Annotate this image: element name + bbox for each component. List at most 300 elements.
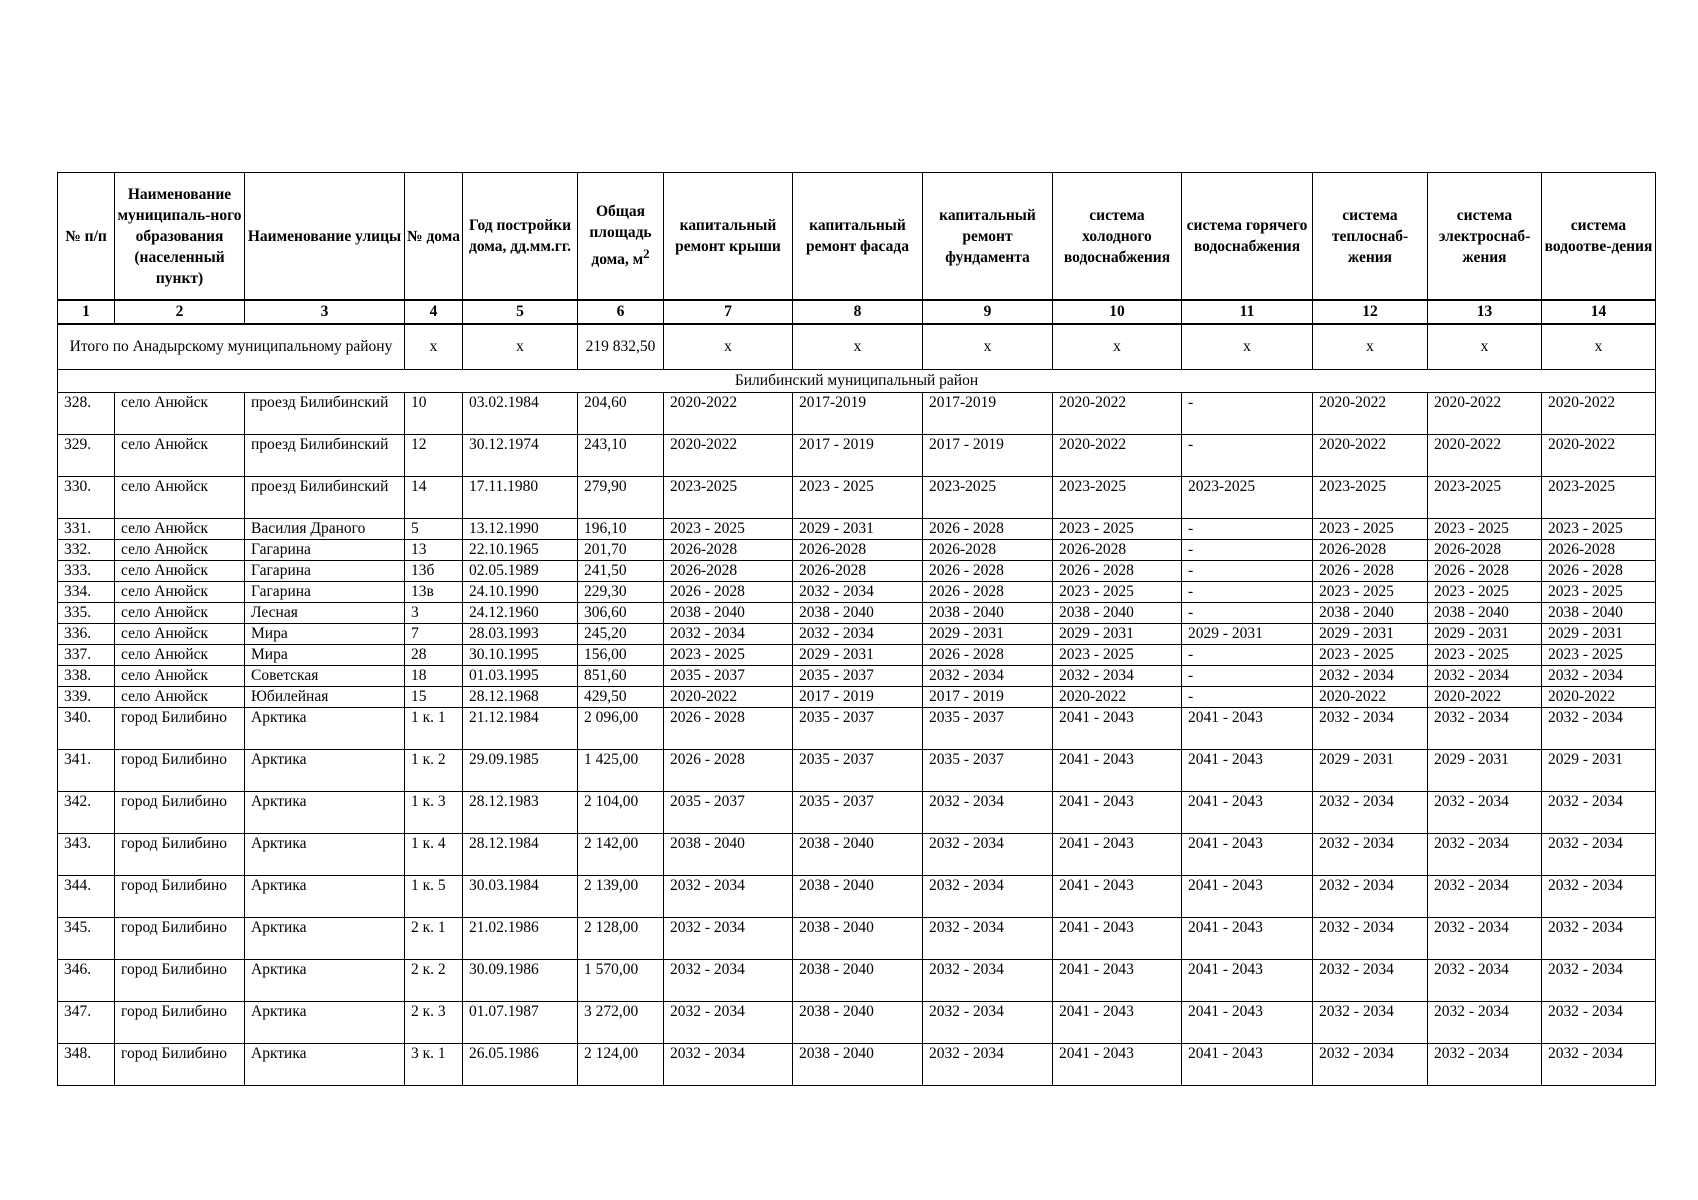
- cell-house-number: 7: [405, 624, 463, 645]
- cell-electricity: 2020-2022: [1428, 393, 1542, 435]
- cell-foundation-repair: 2026 - 2028: [923, 519, 1053, 540]
- cell-roof-repair: 2020-2022: [664, 393, 793, 435]
- cell-total-area: 429,50: [578, 687, 664, 708]
- cell-municipality: город Билибино: [115, 834, 245, 876]
- cell-foundation-repair: 2032 - 2034: [923, 666, 1053, 687]
- column-number-cell: 14: [1542, 300, 1656, 324]
- cell-build-year: 01.03.1995: [463, 666, 578, 687]
- cell-hot-water: -: [1182, 666, 1313, 687]
- cell-total-area: 279,90: [578, 477, 664, 519]
- cell-foundation-repair: 2035 - 2037: [923, 750, 1053, 792]
- cell-roof-repair: 2035 - 2037: [664, 792, 793, 834]
- cell-row-number: 335.: [58, 603, 115, 624]
- cell-roof-repair: 2035 - 2037: [664, 666, 793, 687]
- cell-municipality: село Анюйск: [115, 477, 245, 519]
- cell-municipality: село Анюйск: [115, 624, 245, 645]
- cell-sewerage: 2023-2025: [1542, 477, 1656, 519]
- cell-street: Арктика: [245, 792, 405, 834]
- cell-heating: 2032 - 2034: [1313, 1002, 1428, 1044]
- cell-cold-water: 2032 - 2034: [1053, 666, 1182, 687]
- total-cell: х: [1182, 324, 1313, 370]
- cell-sewerage: 2032 - 2034: [1542, 708, 1656, 750]
- cell-roof-repair: 2032 - 2034: [664, 1002, 793, 1044]
- total-cell: х: [1053, 324, 1182, 370]
- cell-facade-repair: 2038 - 2040: [793, 960, 923, 1002]
- cell-street: Лесная: [245, 603, 405, 624]
- cell-sewerage: 2023 - 2025: [1542, 519, 1656, 540]
- cell-electricity: 2029 - 2031: [1428, 750, 1542, 792]
- cell-municipality: село Анюйск: [115, 645, 245, 666]
- cell-total-area: 204,60: [578, 393, 664, 435]
- cell-municipality: село Анюйск: [115, 519, 245, 540]
- cell-row-number: 332.: [58, 540, 115, 561]
- cell-street: проезд Билибинский: [245, 393, 405, 435]
- cell-build-year: 26.05.1986: [463, 1044, 578, 1086]
- cell-sewerage: 2038 - 2040: [1542, 603, 1656, 624]
- cell-cold-water: 2041 - 2043: [1053, 750, 1182, 792]
- column-number-cell: 3: [245, 300, 405, 324]
- header-cell-foundation-repair: капитальный ремонт фундамента: [923, 173, 1053, 301]
- cell-foundation-repair: 2023-2025: [923, 477, 1053, 519]
- column-number-cell: 5: [463, 300, 578, 324]
- cell-heating: 2023 - 2025: [1313, 519, 1428, 540]
- total-cell: х: [405, 324, 463, 370]
- cell-house-number: 13в: [405, 582, 463, 603]
- cell-electricity: 2020-2022: [1428, 435, 1542, 477]
- cell-house-number: 15: [405, 687, 463, 708]
- cell-street: Василия Драного: [245, 519, 405, 540]
- cell-roof-repair: 2023 - 2025: [664, 645, 793, 666]
- cell-foundation-repair: 2032 - 2034: [923, 876, 1053, 918]
- cell-cold-water: 2041 - 2043: [1053, 708, 1182, 750]
- cell-cold-water: 2041 - 2043: [1053, 876, 1182, 918]
- cell-build-year: 30.03.1984: [463, 876, 578, 918]
- cell-foundation-repair: 2026 - 2028: [923, 561, 1053, 582]
- total-row: [58, 324, 1656, 370]
- cell-row-number: 336.: [58, 624, 115, 645]
- cell-street: Арктика: [245, 750, 405, 792]
- cell-foundation-repair: 2032 - 2034: [923, 1002, 1053, 1044]
- cell-heating: 2023-2025: [1313, 477, 1428, 519]
- cell-cold-water: 2020-2022: [1053, 393, 1182, 435]
- cell-build-year: 22.10.1965: [463, 540, 578, 561]
- cell-sewerage: 2032 - 2034: [1542, 960, 1656, 1002]
- table-row: [58, 582, 1656, 603]
- cell-cold-water: 2020-2022: [1053, 435, 1182, 477]
- cell-facade-repair: 2017-2019: [793, 393, 923, 435]
- table-row: [58, 792, 1656, 834]
- cell-street: Гагарина: [245, 582, 405, 603]
- cell-municipality: город Билибино: [115, 1002, 245, 1044]
- cell-street: Арктика: [245, 918, 405, 960]
- cell-sewerage: 2032 - 2034: [1542, 1002, 1656, 1044]
- cell-row-number: 330.: [58, 477, 115, 519]
- cell-build-year: 24.10.1990: [463, 582, 578, 603]
- cell-row-number: 328.: [58, 393, 115, 435]
- cell-foundation-repair: 2032 - 2034: [923, 834, 1053, 876]
- cell-sewerage: 2032 - 2034: [1542, 918, 1656, 960]
- header-cell-sewerage: система водоотве-дения: [1542, 173, 1656, 301]
- column-number-cell: 8: [793, 300, 923, 324]
- cell-electricity: 2032 - 2034: [1428, 918, 1542, 960]
- cell-foundation-repair: 2032 - 2034: [923, 792, 1053, 834]
- cell-roof-repair: 2026 - 2028: [664, 582, 793, 603]
- header-row: [58, 173, 1656, 301]
- cell-street: Юбилейная: [245, 687, 405, 708]
- cell-build-year: 28.12.1968: [463, 687, 578, 708]
- table-row: [58, 666, 1656, 687]
- cell-sewerage: 2020-2022: [1542, 687, 1656, 708]
- cell-roof-repair: 2026 - 2028: [664, 750, 793, 792]
- cell-roof-repair: 2032 - 2034: [664, 624, 793, 645]
- cell-facade-repair: 2023 - 2025: [793, 477, 923, 519]
- cell-hot-water: 2041 - 2043: [1182, 708, 1313, 750]
- cell-electricity: 2032 - 2034: [1428, 834, 1542, 876]
- cell-facade-repair: 2035 - 2037: [793, 750, 923, 792]
- total-label: Итого по Анадырскому муниципальному району: [58, 324, 405, 370]
- cell-municipality: село Анюйск: [115, 603, 245, 624]
- table-row: [58, 435, 1656, 477]
- cell-electricity: 2038 - 2040: [1428, 603, 1542, 624]
- cell-street: Советская: [245, 666, 405, 687]
- cell-municipality: город Билибино: [115, 918, 245, 960]
- table-row: [58, 624, 1656, 645]
- cell-cold-water: 2041 - 2043: [1053, 918, 1182, 960]
- cell-facade-repair: 2038 - 2040: [793, 603, 923, 624]
- cell-municipality: село Анюйск: [115, 666, 245, 687]
- cell-roof-repair: 2026-2028: [664, 540, 793, 561]
- cell-sewerage: 2020-2022: [1542, 435, 1656, 477]
- cell-heating: 2032 - 2034: [1313, 876, 1428, 918]
- column-number-cell: 13: [1428, 300, 1542, 324]
- cell-total-area: 2 124,00: [578, 1044, 664, 1086]
- cell-cold-water: 2029 - 2031: [1053, 624, 1182, 645]
- column-number-row: [58, 300, 1656, 324]
- cell-facade-repair: 2038 - 2040: [793, 918, 923, 960]
- cell-row-number: 338.: [58, 666, 115, 687]
- cell-hot-water: 2041 - 2043: [1182, 876, 1313, 918]
- cell-cold-water: 2041 - 2043: [1053, 960, 1182, 1002]
- cell-cold-water: 2041 - 2043: [1053, 1002, 1182, 1044]
- cell-facade-repair: 2038 - 2040: [793, 1002, 923, 1044]
- header-cell-house-number: № дома: [405, 173, 463, 301]
- cell-hot-water: 2041 - 2043: [1182, 960, 1313, 1002]
- cell-facade-repair: 2026-2028: [793, 561, 923, 582]
- total-cell: х: [1542, 324, 1656, 370]
- cell-build-year: 02.05.1989: [463, 561, 578, 582]
- cell-roof-repair: 2038 - 2040: [664, 603, 793, 624]
- table-row: [58, 1044, 1656, 1086]
- cell-build-year: 30.09.1986: [463, 960, 578, 1002]
- cell-cold-water: 2041 - 2043: [1053, 1044, 1182, 1086]
- column-number-cell: 11: [1182, 300, 1313, 324]
- cell-cold-water: 2020-2022: [1053, 687, 1182, 708]
- cell-heating: 2032 - 2034: [1313, 792, 1428, 834]
- cell-total-area: 201,70: [578, 540, 664, 561]
- cell-heating: 2023 - 2025: [1313, 645, 1428, 666]
- cell-heating: 2020-2022: [1313, 435, 1428, 477]
- cell-street: Арктика: [245, 1044, 405, 1086]
- cell-municipality: город Билибино: [115, 1044, 245, 1086]
- table-row: [58, 687, 1656, 708]
- cell-foundation-repair: 2032 - 2034: [923, 918, 1053, 960]
- cell-total-area: 2 128,00: [578, 918, 664, 960]
- cell-house-number: 1 к. 5: [405, 876, 463, 918]
- cell-hot-water: -: [1182, 435, 1313, 477]
- cell-foundation-repair: 2035 - 2037: [923, 708, 1053, 750]
- cell-sewerage: 2026 - 2028: [1542, 561, 1656, 582]
- cell-sewerage: 2020-2022: [1542, 393, 1656, 435]
- cell-municipality: село Анюйск: [115, 687, 245, 708]
- cell-build-year: 28.12.1984: [463, 834, 578, 876]
- cell-heating: 2038 - 2040: [1313, 603, 1428, 624]
- cell-row-number: 347.: [58, 1002, 115, 1044]
- cell-heating: 2032 - 2034: [1313, 708, 1428, 750]
- cell-foundation-repair: 2038 - 2040: [923, 603, 1053, 624]
- cell-sewerage: 2029 - 2031: [1542, 750, 1656, 792]
- cell-roof-repair: 2023-2025: [664, 477, 793, 519]
- cell-electricity: 2020-2022: [1428, 687, 1542, 708]
- cell-hot-water: -: [1182, 561, 1313, 582]
- cell-municipality: город Билибино: [115, 708, 245, 750]
- cell-sewerage: 2032 - 2034: [1542, 876, 1656, 918]
- cell-roof-repair: 2032 - 2034: [664, 876, 793, 918]
- column-number-cell: 12: [1313, 300, 1428, 324]
- cell-hot-water: -: [1182, 582, 1313, 603]
- cell-house-number: 13б: [405, 561, 463, 582]
- cell-total-area: 2 139,00: [578, 876, 664, 918]
- cell-house-number: 28: [405, 645, 463, 666]
- cell-house-number: 12: [405, 435, 463, 477]
- total-cell: х: [463, 324, 578, 370]
- cell-build-year: 21.02.1986: [463, 918, 578, 960]
- table-row: [58, 519, 1656, 540]
- cell-electricity: 2032 - 2034: [1428, 1044, 1542, 1086]
- cell-house-number: 18: [405, 666, 463, 687]
- cell-foundation-repair: 2017-2019: [923, 393, 1053, 435]
- header-cell-heating: система теплоснаб-жения: [1313, 173, 1428, 301]
- cell-total-area: 245,20: [578, 624, 664, 645]
- cell-street: Гагарина: [245, 540, 405, 561]
- cell-electricity: 2029 - 2031: [1428, 624, 1542, 645]
- column-number-cell: 7: [664, 300, 793, 324]
- cell-facade-repair: 2035 - 2037: [793, 792, 923, 834]
- cell-cold-water: 2041 - 2043: [1053, 792, 1182, 834]
- cell-heating: 2032 - 2034: [1313, 834, 1428, 876]
- cell-total-area: 2 104,00: [578, 792, 664, 834]
- cell-house-number: 13: [405, 540, 463, 561]
- cell-electricity: 2026-2028: [1428, 540, 1542, 561]
- section-row: [58, 370, 1656, 393]
- cell-row-number: 333.: [58, 561, 115, 582]
- cell-cold-water: 2023-2025: [1053, 477, 1182, 519]
- cell-build-year: 29.09.1985: [463, 750, 578, 792]
- header-cell-total-area: Общая площадь дома, $м^2$: [578, 173, 664, 301]
- cell-sewerage: 2026-2028: [1542, 540, 1656, 561]
- cell-total-area: 2 142,00: [578, 834, 664, 876]
- cell-facade-repair: 2035 - 2037: [793, 708, 923, 750]
- cell-street: Гагарина: [245, 561, 405, 582]
- cell-house-number: 10: [405, 393, 463, 435]
- table-row: [58, 477, 1656, 519]
- total-cell: х: [1313, 324, 1428, 370]
- cell-heating: 2032 - 2034: [1313, 1044, 1428, 1086]
- table-row: [58, 960, 1656, 1002]
- cell-hot-water: 2041 - 2043: [1182, 750, 1313, 792]
- cell-street: Арктика: [245, 876, 405, 918]
- total-cell: х: [1428, 324, 1542, 370]
- cell-municipality: город Билибино: [115, 960, 245, 1002]
- cell-row-number: 348.: [58, 1044, 115, 1086]
- cell-street: Арктика: [245, 708, 405, 750]
- cell-roof-repair: 2026 - 2028: [664, 708, 793, 750]
- cell-facade-repair: 2026-2028: [793, 540, 923, 561]
- cell-municipality: город Билибино: [115, 876, 245, 918]
- cell-total-area: 1 570,00: [578, 960, 664, 1002]
- cell-row-number: 331.: [58, 519, 115, 540]
- cell-hot-water: 2041 - 2043: [1182, 792, 1313, 834]
- cell-heating: 2023 - 2025: [1313, 582, 1428, 603]
- cell-hot-water: 2041 - 2043: [1182, 1044, 1313, 1086]
- cell-build-year: 28.12.1983: [463, 792, 578, 834]
- cell-street: Мира: [245, 645, 405, 666]
- cell-hot-water: -: [1182, 519, 1313, 540]
- section-title: Билибинский муниципальный район: [58, 370, 1656, 393]
- cell-facade-repair: 2032 - 2034: [793, 582, 923, 603]
- cell-hot-water: -: [1182, 687, 1313, 708]
- cell-electricity: 2023 - 2025: [1428, 519, 1542, 540]
- header-cell-facade-repair: капитальный ремонт фасада: [793, 173, 923, 301]
- table-row: [58, 393, 1656, 435]
- cell-cold-water: 2041 - 2043: [1053, 834, 1182, 876]
- cell-row-number: 339.: [58, 687, 115, 708]
- table-row: [58, 603, 1656, 624]
- cell-facade-repair: 2029 - 2031: [793, 645, 923, 666]
- cell-municipality: село Анюйск: [115, 561, 245, 582]
- cell-row-number: 329.: [58, 435, 115, 477]
- cell-house-number: 1 к. 1: [405, 708, 463, 750]
- cell-municipality: село Анюйск: [115, 582, 245, 603]
- cell-hot-water: 2029 - 2031: [1182, 624, 1313, 645]
- cell-foundation-repair: 2026 - 2028: [923, 645, 1053, 666]
- cell-sewerage: 2032 - 2034: [1542, 666, 1656, 687]
- cell-roof-repair: 2026-2028: [664, 561, 793, 582]
- cell-total-area: 241,50: [578, 561, 664, 582]
- cell-cold-water: 2038 - 2040: [1053, 603, 1182, 624]
- cell-house-number: 1 к. 4: [405, 834, 463, 876]
- cell-facade-repair: 2017 - 2019: [793, 435, 923, 477]
- header-cell-hot-water: система горячего водоснабжения: [1182, 173, 1313, 301]
- header-cell-electricity: система электроснаб-жения: [1428, 173, 1542, 301]
- cell-municipality: город Билибино: [115, 750, 245, 792]
- cell-cold-water: 2023 - 2025: [1053, 519, 1182, 540]
- cell-electricity: 2032 - 2034: [1428, 708, 1542, 750]
- cell-street: Арктика: [245, 1002, 405, 1044]
- table-row: [58, 876, 1656, 918]
- column-number-cell: 1: [58, 300, 115, 324]
- cell-house-number: 2 к. 1: [405, 918, 463, 960]
- cell-street: проезд Билибинский: [245, 477, 405, 519]
- cell-row-number: 343.: [58, 834, 115, 876]
- cell-heating: 2032 - 2034: [1313, 918, 1428, 960]
- cell-house-number: 2 к. 2: [405, 960, 463, 1002]
- cell-total-area: 1 425,00: [578, 750, 664, 792]
- cell-house-number: 1 к. 2: [405, 750, 463, 792]
- cell-street: Арктика: [245, 834, 405, 876]
- cell-cold-water: 2023 - 2025: [1053, 582, 1182, 603]
- cell-build-year: 17.11.1980: [463, 477, 578, 519]
- header-cell-number: № п/п: [58, 173, 115, 301]
- cell-roof-repair: 2023 - 2025: [664, 519, 793, 540]
- column-number-cell: 4: [405, 300, 463, 324]
- cell-heating: 2026 - 2028: [1313, 561, 1428, 582]
- cell-foundation-repair: 2032 - 2034: [923, 960, 1053, 1002]
- cell-row-number: 345.: [58, 918, 115, 960]
- cell-house-number: 14: [405, 477, 463, 519]
- cell-facade-repair: 2038 - 2040: [793, 1044, 923, 1086]
- cell-build-year: 01.07.1987: [463, 1002, 578, 1044]
- table-row: [58, 918, 1656, 960]
- column-number-cell: 9: [923, 300, 1053, 324]
- cell-municipality: село Анюйск: [115, 435, 245, 477]
- header-cell-municipality: Наименование муниципаль-ного образования (населенный пункт): [115, 173, 245, 301]
- cell-hot-water: -: [1182, 540, 1313, 561]
- cell-electricity: 2026 - 2028: [1428, 561, 1542, 582]
- cell-foundation-repair: 2017 - 2019: [923, 687, 1053, 708]
- cell-heating: 2020-2022: [1313, 393, 1428, 435]
- table-row: [58, 834, 1656, 876]
- table-row: [58, 645, 1656, 666]
- cell-street: проезд Билибинский: [245, 435, 405, 477]
- cell-facade-repair: 2029 - 2031: [793, 519, 923, 540]
- cell-heating: 2029 - 2031: [1313, 624, 1428, 645]
- cell-total-area: 229,30: [578, 582, 664, 603]
- cell-hot-water: -: [1182, 393, 1313, 435]
- cell-foundation-repair: 2026-2028: [923, 540, 1053, 561]
- total-area-cell: 219 832,50: [578, 324, 664, 370]
- total-cell: х: [923, 324, 1053, 370]
- cell-build-year: 28.03.1993: [463, 624, 578, 645]
- table-row: [58, 708, 1656, 750]
- cell-cold-water: 2023 - 2025: [1053, 645, 1182, 666]
- column-number-cell: 10: [1053, 300, 1182, 324]
- cell-sewerage: 2032 - 2034: [1542, 834, 1656, 876]
- cell-foundation-repair: 2017 - 2019: [923, 435, 1053, 477]
- cell-build-year: 13.12.1990: [463, 519, 578, 540]
- cell-row-number: 344.: [58, 876, 115, 918]
- cell-heating: 2020-2022: [1313, 687, 1428, 708]
- cell-roof-repair: 2032 - 2034: [664, 918, 793, 960]
- cell-electricity: 2032 - 2034: [1428, 792, 1542, 834]
- cell-row-number: 346.: [58, 960, 115, 1002]
- cell-house-number: 1 к. 3: [405, 792, 463, 834]
- column-number-cell: 6: [578, 300, 664, 324]
- cell-street: Арктика: [245, 960, 405, 1002]
- cell-foundation-repair: 2029 - 2031: [923, 624, 1053, 645]
- cell-total-area: 243,10: [578, 435, 664, 477]
- table-row: [58, 1002, 1656, 1044]
- cell-cold-water: 2026 - 2028: [1053, 561, 1182, 582]
- cell-sewerage: 2029 - 2031: [1542, 624, 1656, 645]
- cell-electricity: 2023-2025: [1428, 477, 1542, 519]
- cell-hot-water: -: [1182, 603, 1313, 624]
- cell-house-number: 3: [405, 603, 463, 624]
- cell-municipality: село Анюйск: [115, 540, 245, 561]
- cell-foundation-repair: 2032 - 2034: [923, 1044, 1053, 1086]
- cell-row-number: 342.: [58, 792, 115, 834]
- cell-electricity: 2023 - 2025: [1428, 582, 1542, 603]
- cell-roof-repair: 2020-2022: [664, 435, 793, 477]
